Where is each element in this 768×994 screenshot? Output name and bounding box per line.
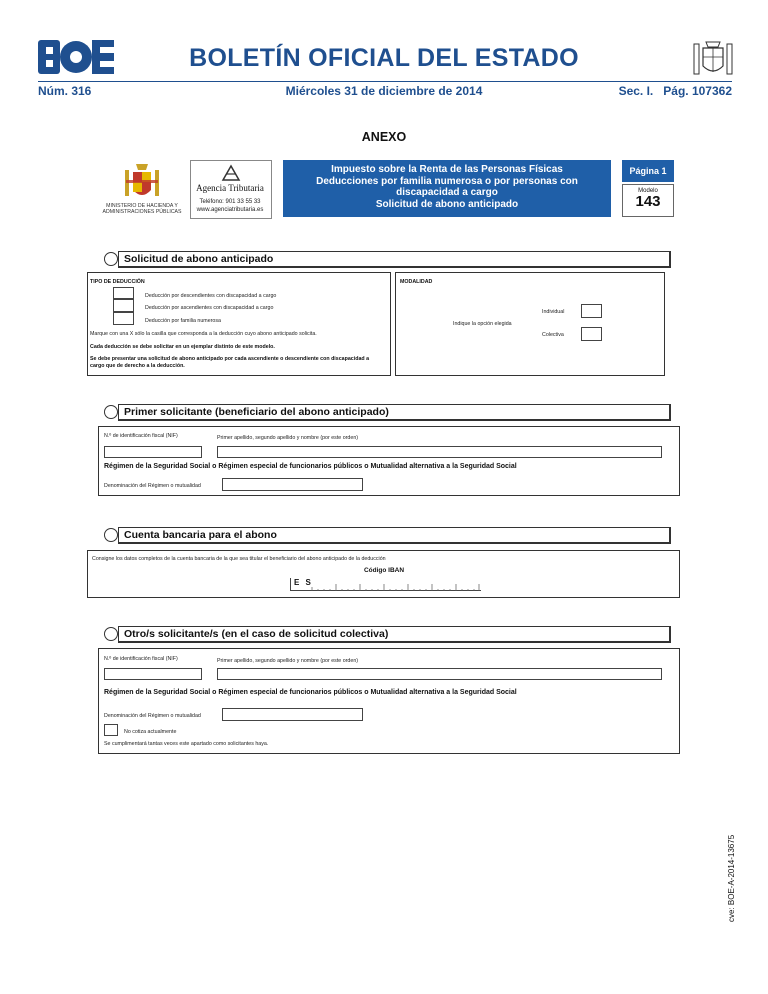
iban-label: Código IBAN [363, 567, 405, 574]
agency-web: www.agenciatributaria.es [196, 207, 264, 213]
other-applicants-box [98, 648, 680, 754]
mark-note: Marque con una X sólo la casilla que corresponda a la deducción cuyo abono anticipado solicita. [90, 331, 317, 337]
coat-of-arms-icon [690, 34, 736, 80]
ministry-crest-icon [124, 160, 160, 204]
iban-prefix: E S [294, 578, 313, 587]
checkbox-not-contributing[interactable] [104, 724, 118, 736]
denomination-field[interactable] [222, 708, 363, 721]
individual-label: Individual [542, 309, 565, 315]
issue-date: Miércoles 31 de diciembre de 2014 [285, 84, 483, 98]
form-title-line: Deducciones por familia numerosa o por personas con [316, 175, 578, 187]
section-title: Cuenta bancaria para el abono [118, 527, 671, 544]
name-field[interactable] [217, 668, 662, 680]
checkbox-individual[interactable] [581, 304, 602, 318]
section-title: Otro/s solicitante/s (en el caso de solicitud colectiva) [118, 626, 671, 643]
header-divider [38, 81, 732, 82]
form-title-box [283, 160, 611, 217]
option-label: Deducción por descendientes con discapacidad a cargo [145, 293, 277, 299]
checkbox-descendants[interactable] [113, 287, 134, 299]
checkbox-collective[interactable] [581, 327, 602, 341]
name-label: Primer apellido, segundo apellido y nombre (por este orden) [217, 435, 359, 441]
form-title-line: discapacidad a cargo [396, 187, 498, 198]
note-bold: Se debe presentar una solicitud de abono anticipado por cada ascendiente o descendiente con discapacidad a cargo que de derecho a la deducción. [90, 356, 370, 369]
page-title: BOLETÍN OFICIAL DEL ESTADO [189, 44, 579, 72]
model-label: Modelo [638, 188, 658, 194]
page-label: Página 1 [622, 160, 674, 182]
section-title: Primer solicitante (beneficiario del abono anticipado) [118, 404, 671, 421]
cve-code: cve: BOE-A-2014-13675 [727, 834, 736, 922]
nif-label: N.º de identificación fiscal (NIF) [104, 656, 178, 662]
regime-label: Régimen de la Seguridad Social o Régimen especial de funcionarios públicos o Mutualidad alternativa a la Seguridad Social [104, 689, 517, 696]
note-bold: Cada deducción se debe solicitar en un ejemplar distinto de este modelo. [90, 344, 275, 350]
nif-label: N.º de identificación fiscal (NIF) [104, 433, 178, 439]
section-page: Sec. I. Pág. 107362 [618, 84, 732, 98]
issue-number: Núm. 316 [38, 84, 92, 98]
agency-logo-icon [221, 164, 241, 182]
section-marker-icon [104, 627, 118, 641]
annex-title: ANEXO [361, 130, 407, 144]
nif-field[interactable] [104, 668, 202, 680]
checkbox-ascendants[interactable] [113, 299, 134, 312]
nif-field[interactable] [104, 446, 202, 458]
modality-label: MODALIDAD [400, 279, 433, 285]
model-box [622, 184, 674, 217]
iban-digit-ticks [290, 584, 480, 591]
checkbox-large-family[interactable] [113, 312, 134, 325]
option-label: Deducción por ascendientes con discapacidad a cargo [145, 305, 274, 311]
form-title-line: Solicitud de abono anticipado [375, 198, 519, 210]
not-contributing-label: No cotiza actualmente [124, 729, 177, 735]
agency-phone: Teléfono: 901 33 55 33 [199, 199, 261, 205]
deduction-type-label: TIPO DE DEDUCCIÓN [90, 279, 145, 285]
name-label: Primer apellido, segundo apellido y nombre (por este orden) [217, 658, 359, 664]
bank-instruction: Consigne los datos completos de la cuenta bancaria de la que sea titular el beneficiario del abono anticipado de la deducción [92, 556, 386, 562]
section-marker-icon [104, 252, 118, 266]
ministry-name: MINISTERIO DE HACIENDA Y ADMINISTRACIONES PÚBLICAS [102, 203, 182, 215]
section-title: Solicitud de abono anticipado [118, 251, 671, 268]
indicate-option-label: Indique la opción elegida [453, 321, 512, 327]
agency-name: Agencia Tributaria [196, 183, 264, 193]
form-title-line: Impuesto sobre la Renta de las Personas Físicas [331, 164, 563, 175]
option-label: Deducción por familia numerosa [145, 318, 221, 324]
denomination-label: Denominación del Régimen o mutualidad [104, 713, 201, 719]
regime-label: Régimen de la Seguridad Social o Régimen especial de funcionarios públicos o Mutualidad alternativa a la Seguridad Social [104, 463, 517, 470]
denomination-label: Denominación del Régimen o mutualidad [104, 483, 201, 489]
section-marker-icon [104, 405, 118, 419]
name-field[interactable] [217, 446, 662, 458]
section-marker-icon [104, 528, 118, 542]
repeat-note: Se cumplimentará tantas veces este apartado como solicitantes haya. [104, 741, 269, 747]
modality-box [395, 272, 665, 376]
model-number: 143 [635, 193, 661, 210]
collective-label: Colectiva [542, 332, 564, 338]
denomination-field[interactable] [222, 478, 363, 491]
